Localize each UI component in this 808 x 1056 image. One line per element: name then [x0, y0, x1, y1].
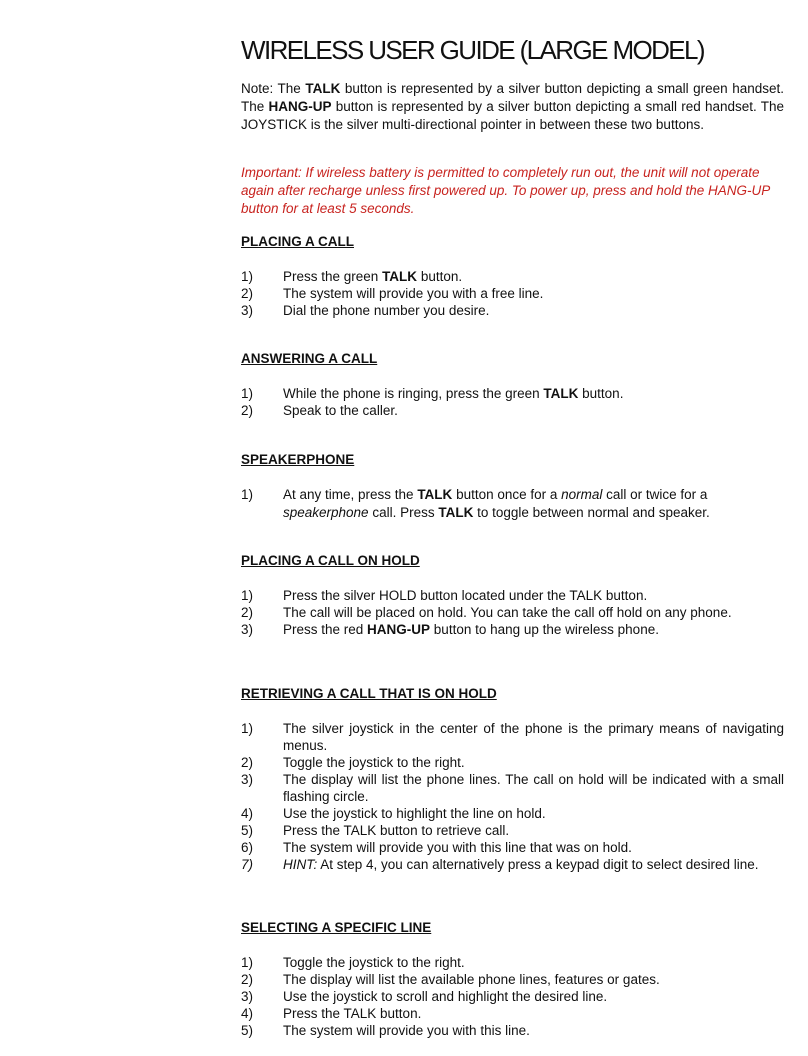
- step-text: button to hang up the wireless phone.: [430, 622, 659, 637]
- step-number: 1): [241, 386, 254, 401]
- step-text: The call will be placed on hold. You can take the call off hold on any phone.: [283, 605, 732, 620]
- step-text: The system will provide you with a free line.: [283, 286, 544, 301]
- step-number: 1): [241, 588, 254, 603]
- step-text: Speak to the caller.: [283, 403, 398, 418]
- step-number: 3): [241, 622, 254, 637]
- step-text: Press the silver HOLD button located under the TALK button.: [283, 588, 648, 603]
- step-text: button once for a: [452, 487, 562, 502]
- list-item: [241, 971, 784, 988]
- step-number: 3): [241, 772, 254, 787]
- section-heading-answering-call: ANSWERING A CALL: [241, 351, 378, 366]
- step-number: 2): [241, 403, 254, 418]
- list-item: [241, 805, 784, 822]
- section-heading-retrieving-call: RETRIEVING A CALL THAT IS ON HOLD: [241, 686, 497, 701]
- step-text: The system will provide you with this line that was on hold.: [283, 840, 632, 855]
- list-item: [241, 486, 784, 522]
- section-heading-call-on-hold: PLACING A CALL ON HOLD: [241, 553, 420, 568]
- hint-label: HINT:: [283, 857, 318, 872]
- list-item: [241, 621, 784, 638]
- step-text: Use the joystick to highlight the line on hold.: [283, 806, 546, 821]
- step-text: Dial the phone number you desire.: [283, 303, 490, 318]
- step-number: 3): [241, 303, 254, 318]
- step-number: 1): [241, 487, 254, 502]
- step-text: Press the TALK button.: [283, 1006, 422, 1021]
- step-bold-term: HANG-UP: [367, 622, 431, 637]
- list-item: [241, 1005, 784, 1022]
- important-warning: Important: If wireless battery is permitted to completely run out, the unit will not operate again after recharge unless first powered up. To power up, press and hold the HANG-UP button for at least 5 seconds.: [241, 165, 770, 216]
- list-item: [241, 856, 784, 873]
- list-item: [241, 1022, 784, 1039]
- step-number: 1): [241, 955, 254, 970]
- step-italic-term: speakerphone: [283, 505, 369, 520]
- step-number: 5): [241, 823, 254, 838]
- list-item: [241, 268, 784, 285]
- note-text: button is represented by a silver button depicting a small red handset. The JOYSTICK is the silver multi-directional pointer in between these two buttons.: [241, 99, 785, 132]
- step-number: 3): [241, 989, 254, 1004]
- step-number: 2): [241, 605, 254, 620]
- answering-call-steps: [241, 385, 784, 419]
- placing-call-steps: [241, 268, 784, 319]
- step-text: call. Press: [368, 505, 439, 520]
- step-text: to toggle between normal and speaker.: [473, 505, 710, 520]
- step-text: Press the green: [283, 269, 383, 284]
- list-item: [241, 302, 784, 319]
- step-bold-term: TALK: [382, 269, 418, 284]
- step-number: 4): [241, 806, 254, 821]
- retrieving-call-steps: [241, 720, 784, 873]
- step-italic-term: normal: [561, 487, 603, 502]
- step-text: At any time, press the: [283, 487, 418, 502]
- step-number: 1): [241, 721, 254, 736]
- list-item: [241, 988, 784, 1005]
- step-number: 7): [241, 857, 254, 872]
- step-text: Press the red: [283, 622, 368, 637]
- step-bold-term: TALK: [438, 505, 474, 520]
- note-paragraph: [241, 80, 784, 134]
- list-item: [241, 587, 784, 604]
- list-item: [241, 720, 784, 754]
- step-number: 2): [241, 286, 254, 301]
- section-heading-speakerphone: SPEAKERPHONE: [241, 452, 355, 467]
- step-bold-term: TALK: [543, 386, 579, 401]
- list-item: [241, 285, 784, 302]
- step-text: The display will list the phone lines. The call on hold will be indicated with a small flashing circle.: [283, 772, 784, 804]
- step-number: 5): [241, 1023, 254, 1038]
- step-text: button.: [417, 269, 463, 284]
- call-on-hold-steps: [241, 587, 784, 638]
- speakerphone-steps: [241, 486, 784, 522]
- step-text: The system will provide you with this line.: [283, 1023, 530, 1038]
- step-text: Use the joystick to scroll and highlight the desired line.: [283, 989, 608, 1004]
- step-text: The silver joystick in the center of the phone is the primary means of navigating menus.: [283, 721, 784, 753]
- step-number: 6): [241, 840, 254, 855]
- note-hangup-term: HANG-UP: [268, 99, 332, 114]
- step-text: While the phone is ringing, press the green: [283, 386, 544, 401]
- step-text: button.: [578, 386, 624, 401]
- selecting-line-steps: [241, 954, 784, 1039]
- step-number: 4): [241, 1006, 254, 1021]
- note-talk-term: TALK: [305, 81, 341, 96]
- step-number: 2): [241, 755, 254, 770]
- step-text: call or twice for a: [602, 487, 708, 502]
- step-text: Press the TALK button to retrieve call.: [283, 823, 510, 838]
- section-heading-placing-call: PLACING A CALL: [241, 234, 354, 249]
- list-item: [241, 822, 784, 839]
- step-text: Toggle the joystick to the right.: [283, 755, 465, 770]
- note-text: Note: The: [241, 81, 306, 96]
- step-text: Toggle the joystick to the right.: [283, 955, 465, 970]
- list-item: [241, 385, 784, 402]
- step-bold-term: TALK: [417, 487, 453, 502]
- page-title: WIRELESS USER GUIDE (LARGE MODEL): [241, 35, 704, 66]
- list-item: [241, 771, 784, 805]
- list-item: [241, 754, 784, 771]
- section-heading-selecting-line: SELECTING A SPECIFIC LINE: [241, 920, 432, 935]
- step-number: 1): [241, 269, 254, 284]
- step-text: [283, 856, 784, 873]
- hint-text: At step 4, you can alternatively press a keypad digit to select desired line.: [317, 857, 759, 872]
- step-text: The display will list the available phone lines, features or gates.: [283, 972, 660, 987]
- step-number: 2): [241, 972, 254, 987]
- list-item: [241, 402, 784, 419]
- list-item: [241, 604, 784, 621]
- list-item: [241, 839, 784, 856]
- note-text: button is represented by a silver button depicting a small green handset. The: [241, 81, 785, 114]
- list-item: [241, 954, 784, 971]
